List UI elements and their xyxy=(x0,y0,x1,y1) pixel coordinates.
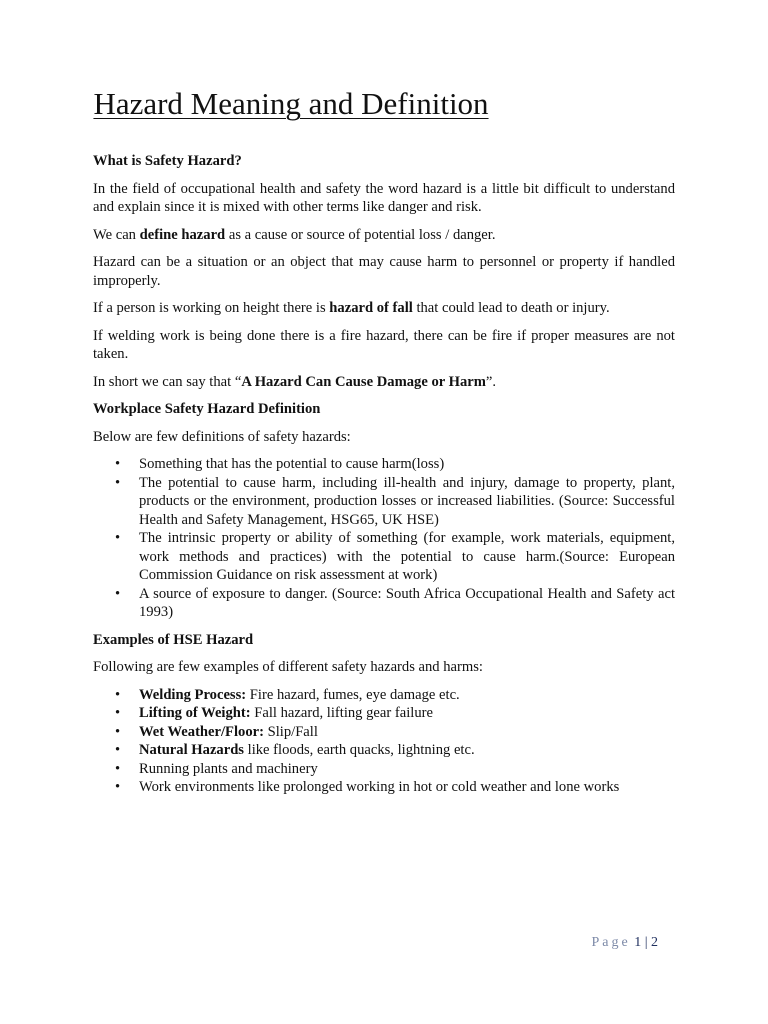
paragraph: We can define hazard as a cause or source of potential loss / danger. xyxy=(93,226,496,243)
paragraph: If a person is working on height there is hazard of fall that could lead to death or injury. xyxy=(93,300,610,316)
list-item: • Welding Process: Fire hazard, fumes, eye damage etc. xyxy=(93,686,675,705)
list-item: • Wet Weather/Floor: Slip/Fall xyxy=(93,723,675,742)
paragraph: In short we can say that “A Hazard Can Cause Damage or Harm”. xyxy=(93,373,497,390)
paragraph: If welding work is being done there is a fire hazard, there can be fire if proper measures are not taken. xyxy=(93,327,675,362)
page-footer xyxy=(591,935,658,951)
list-item: • Lifting of Weight: Fall hazard, lifting gear failure xyxy=(93,704,675,723)
page-number: 1 xyxy=(634,935,642,950)
page-title: Hazard Meaning and Definition xyxy=(93,86,489,121)
section-heading-examples: Examples of HSE Hazard xyxy=(93,631,254,648)
list-item: • The intrinsic property or ability of something (for example, work materials, equipment, work methods and practices) with the potential to cause harm.(Source: European Commission Guidance on risk assessment at work) xyxy=(93,529,675,585)
section-heading-what-is-safety-hazard: What is Safety Hazard? xyxy=(93,153,242,169)
page-label: Page xyxy=(591,935,631,950)
examples-list xyxy=(93,686,675,797)
list-item: • Something that has the potential to cause harm(loss) xyxy=(93,455,675,474)
paragraph: Below are few definitions of safety hazards: xyxy=(93,428,351,445)
paragraph: Following are few examples of different safety hazards and harms: xyxy=(93,659,483,675)
list-item: • Natural Hazards like floods, earth quacks, lightning etc. xyxy=(93,741,675,760)
paragraph: Hazard can be a situation or an object that may cause harm to personnel or property if handled improperly. xyxy=(93,254,675,289)
list-item: • A source of exposure to danger. (Source: South Africa Occupational Health and Safety act 1993) xyxy=(93,585,675,622)
page-separator: | xyxy=(644,935,648,950)
page-total: 2 xyxy=(651,935,658,950)
paragraph: In the field of occupational health and safety the word hazard is a little bit difficult to understand and explain since it is mixed with other terms like danger and risk. xyxy=(93,180,675,215)
document-body xyxy=(93,152,675,806)
definition-list xyxy=(93,455,675,622)
list-item: • Work environments like prolonged working in hot or cold weather and lone works xyxy=(93,778,675,797)
section-heading-workplace-definition: Workplace Safety Hazard Definition xyxy=(93,401,321,417)
list-item: • The potential to cause harm, including ill-health and injury, damage to property, plant, products or the environment, production losses or increased liabilities. (Source: Successful Health and Safety Management, HSG65, UK HSE) xyxy=(93,474,675,530)
list-item: • Running plants and machinery xyxy=(93,760,675,779)
